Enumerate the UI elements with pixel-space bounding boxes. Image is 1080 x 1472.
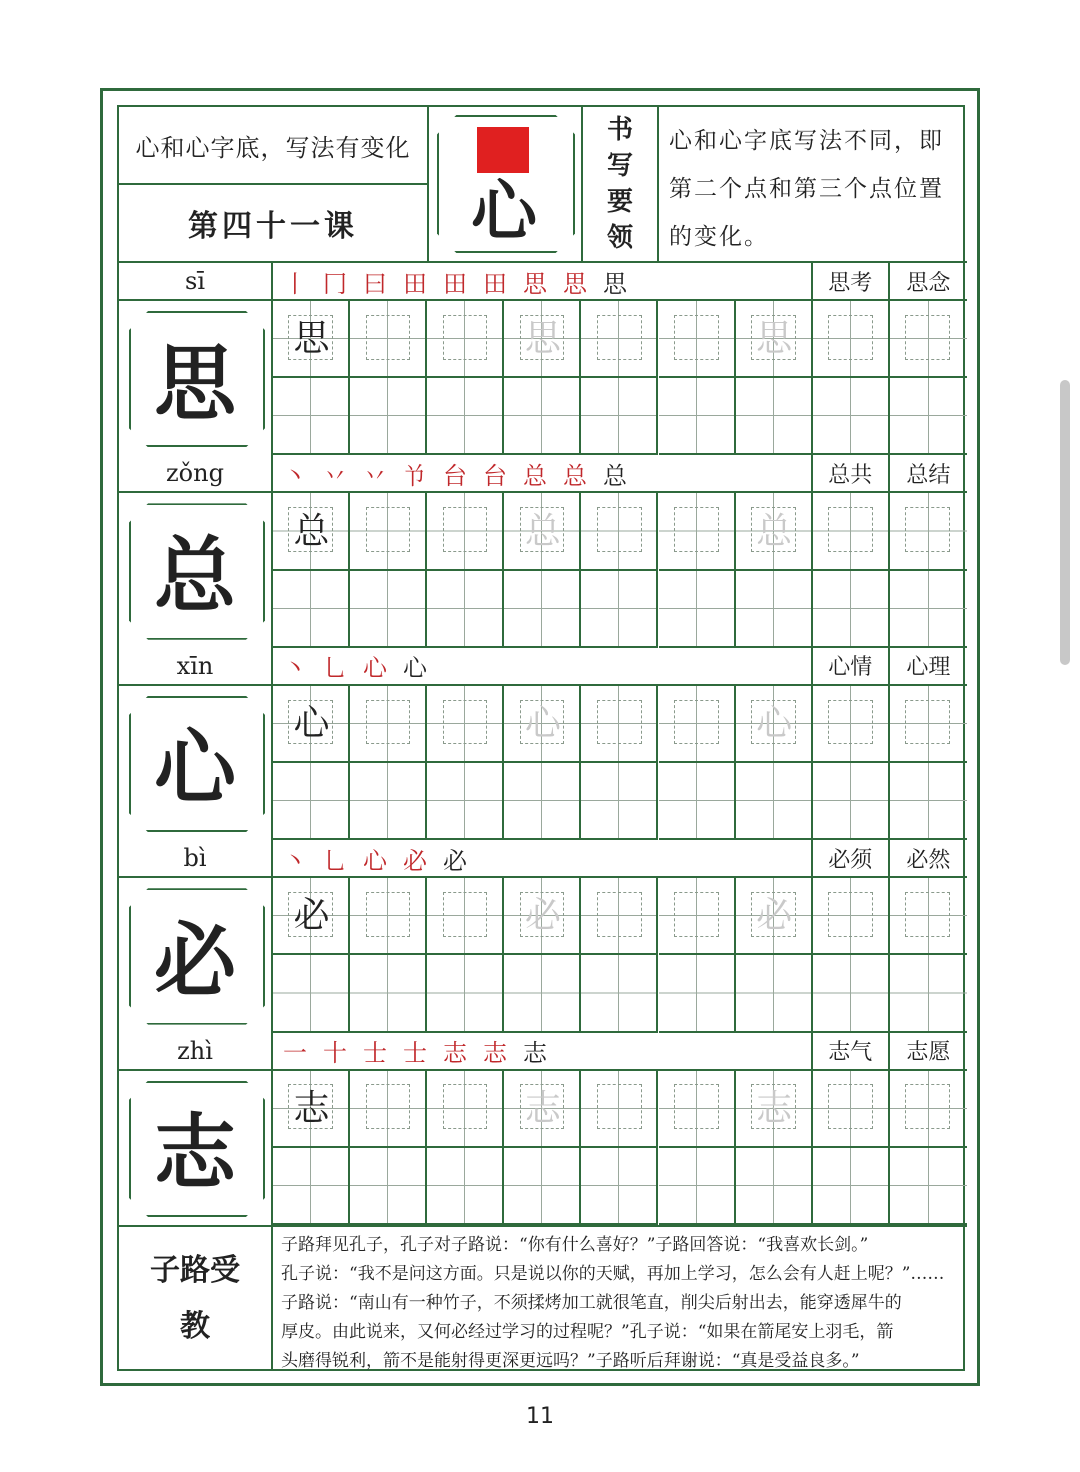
ghost-trace-char: 志 — [756, 1087, 793, 1129]
ghost-trace-char: 必 — [524, 895, 561, 937]
model-char: 志 — [153, 1105, 236, 1202]
character-block — [119, 648, 967, 840]
stroke-step: 曰 — [363, 269, 393, 298]
practice-cell[interactable] — [813, 878, 890, 955]
practice-cell[interactable] — [427, 301, 504, 378]
practice-cell[interactable] — [813, 955, 890, 1032]
label-char: 写 — [606, 151, 633, 181]
practice-cell[interactable] — [659, 493, 736, 570]
story-title-line: 子路受 — [150, 1253, 240, 1288]
practice-cell[interactable] — [273, 1148, 350, 1225]
practice-cell[interactable] — [813, 686, 890, 763]
practice-cell[interactable] — [659, 1148, 736, 1225]
practice-cell[interactable] — [890, 378, 967, 455]
stroke-step: 田 — [403, 269, 433, 298]
example-word: 心情 — [813, 648, 890, 686]
pinyin: xīn — [119, 648, 273, 686]
practice-cell[interactable] — [581, 301, 658, 378]
practice-cell[interactable] — [427, 378, 504, 455]
practice-cell[interactable] — [273, 686, 350, 763]
ghost-trace-char: 心 — [524, 703, 561, 745]
practice-cell[interactable] — [350, 763, 427, 840]
character-block — [119, 455, 967, 647]
practice-cell[interactable] — [659, 763, 736, 840]
practice-cell[interactable] — [659, 378, 736, 455]
stroke-step: 心 — [363, 846, 393, 875]
character-block — [119, 840, 967, 1032]
writing-tips-text: 心和心字底写法不同，即第二个点和第三个点位置的变化。 — [669, 128, 944, 250]
practice-cell[interactable] — [581, 1148, 658, 1225]
practice-cell[interactable] — [350, 878, 427, 955]
character-block — [119, 263, 967, 455]
practice-cell[interactable] — [504, 1071, 581, 1148]
stroke-order — [273, 263, 813, 301]
practice-cell[interactable] — [813, 493, 890, 570]
story-line: 厚皮。由此说来，又何必经过学习的过程呢？”孔子说：“如果在箭尾安上羽毛，箭 — [281, 1322, 894, 1342]
example-word: 志气 — [813, 1033, 890, 1071]
ghost-trace-char: 志 — [524, 1087, 561, 1129]
example-word: 总结 — [890, 455, 967, 493]
label-char: 领 — [606, 223, 633, 253]
practice-cell[interactable] — [427, 955, 504, 1032]
practice-cell[interactable] — [350, 1071, 427, 1148]
practice-cell[interactable] — [736, 686, 813, 763]
practice-cell[interactable] — [890, 955, 967, 1032]
practice-cell[interactable] — [736, 493, 813, 570]
practice-cell[interactable] — [350, 493, 427, 570]
stroke-step: 必 — [403, 846, 433, 875]
practice-cell[interactable] — [581, 763, 658, 840]
story-title-line: 教 — [180, 1309, 210, 1344]
practice-cell[interactable] — [273, 878, 350, 955]
practice-cell[interactable] — [350, 301, 427, 378]
stroke-step: 乚 — [323, 846, 353, 875]
practice-cell[interactable] — [659, 878, 736, 955]
practice-cell[interactable] — [890, 493, 967, 570]
practice-cell[interactable] — [813, 763, 890, 840]
practice-cell[interactable] — [504, 301, 581, 378]
practice-cell[interactable] — [813, 378, 890, 455]
stroke-step: 总 — [563, 461, 593, 490]
worksheet-inner — [117, 105, 965, 1371]
practice-cell[interactable] — [813, 1148, 890, 1225]
practice-cell[interactable] — [581, 878, 658, 955]
stroke-step: 思 — [523, 269, 553, 298]
practice-cell[interactable] — [813, 301, 890, 378]
model-char-box — [119, 1071, 273, 1225]
stroke-step: 士 — [403, 1039, 433, 1068]
example-word: 志愿 — [890, 1033, 967, 1071]
practice-cell[interactable] — [273, 763, 350, 840]
story-title — [119, 1227, 273, 1371]
practice-cell[interactable] — [659, 686, 736, 763]
stroke-step: 丶 — [283, 654, 313, 683]
stroke-step: 总 — [603, 461, 633, 490]
practice-cell[interactable] — [736, 763, 813, 840]
pinyin: sī — [119, 263, 273, 301]
writing-tips-label — [583, 107, 659, 261]
practice-cell[interactable] — [736, 301, 813, 378]
stroke-order — [273, 648, 813, 686]
example-word: 思考 — [813, 263, 890, 301]
practice-cell[interactable] — [659, 571, 736, 648]
practice-cell[interactable] — [427, 878, 504, 955]
practice-cell[interactable] — [581, 686, 658, 763]
stroke-step: 志 — [443, 1039, 473, 1068]
practice-cell[interactable] — [504, 955, 581, 1032]
trace-char: 必 — [293, 895, 330, 937]
practice-cell[interactable] — [736, 955, 813, 1032]
practice-cell[interactable] — [890, 1071, 967, 1148]
practice-cell[interactable] — [427, 571, 504, 648]
label-char: 书 — [606, 115, 633, 145]
stroke-order — [273, 840, 813, 878]
example-word: 必须 — [813, 840, 890, 878]
practice-cell[interactable] — [350, 378, 427, 455]
emblem-char: 心 — [471, 171, 537, 250]
scrollbar[interactable] — [1060, 380, 1070, 665]
stroke-order — [273, 1033, 813, 1071]
stroke-step: 兯 — [403, 461, 433, 490]
practice-cell[interactable] — [350, 686, 427, 763]
stroke-step: 乚 — [323, 654, 353, 683]
practice-cell[interactable] — [504, 571, 581, 648]
story-line: 子路说：“南山有一种竹子，不须揉烤加工就很笔直，削尖后射出去，能穿透犀牛的 — [281, 1293, 902, 1313]
practice-cell[interactable] — [736, 1071, 813, 1148]
story-section — [119, 1225, 967, 1371]
stroke-step: 必 — [443, 846, 473, 875]
trace-char: 志 — [293, 1087, 330, 1129]
story-line: 头磨得锐利，箭不是能射得更深更远吗？”子路听后拜谢说：“真是受益良多。” — [281, 1351, 860, 1371]
pinyin: zhì — [119, 1033, 273, 1071]
ghost-trace-char: 总 — [524, 510, 561, 552]
stroke-step: 丨 — [283, 269, 313, 298]
practice-cell[interactable] — [504, 763, 581, 840]
practice-cell[interactable] — [350, 571, 427, 648]
example-word: 总共 — [813, 455, 890, 493]
practice-cell[interactable] — [427, 763, 504, 840]
practice-cell[interactable] — [813, 571, 890, 648]
stroke-step: 士 — [363, 1039, 393, 1068]
model-char-box — [119, 493, 273, 647]
practice-cell[interactable] — [504, 878, 581, 955]
practice-cell[interactable] — [427, 1071, 504, 1148]
stroke-step: 丶 — [283, 461, 313, 490]
stroke-step: 心 — [403, 654, 433, 683]
practice-cell[interactable] — [890, 686, 967, 763]
lesson-title: 第四十一课 — [119, 185, 429, 261]
stroke-step: 思 — [563, 269, 593, 298]
stroke-order — [273, 455, 813, 493]
model-char-box — [119, 686, 273, 840]
stroke-step: 丷 — [363, 461, 393, 490]
trace-char: 心 — [293, 703, 330, 745]
worksheet-frame — [100, 88, 980, 1386]
practice-cell[interactable] — [581, 378, 658, 455]
stroke-step: 丶 — [283, 846, 313, 875]
stroke-step: 总 — [523, 461, 553, 490]
trace-char: 总 — [293, 510, 330, 552]
practice-cell[interactable] — [736, 571, 813, 648]
character-block — [119, 1033, 967, 1225]
practice-cell[interactable] — [736, 1148, 813, 1225]
stroke-step: 思 — [603, 269, 633, 298]
model-char: 总 — [153, 528, 236, 625]
practice-cell[interactable] — [581, 1071, 658, 1148]
ghost-trace-char: 思 — [756, 318, 793, 360]
trace-char: 思 — [293, 318, 330, 360]
lesson-emblem — [429, 107, 583, 261]
model-char: 思 — [153, 335, 236, 432]
practice-cell[interactable] — [813, 1071, 890, 1148]
practice-cell[interactable] — [273, 1071, 350, 1148]
story-text — [273, 1227, 967, 1371]
practice-cell[interactable] — [890, 571, 967, 648]
practice-cell[interactable] — [890, 301, 967, 378]
practice-cell[interactable] — [581, 955, 658, 1032]
practice-cell[interactable] — [581, 571, 658, 648]
practice-cell[interactable] — [890, 763, 967, 840]
pinyin: zǒng — [119, 455, 273, 493]
pinyin: bì — [119, 840, 273, 878]
practice-cell[interactable] — [659, 955, 736, 1032]
practice-cell[interactable] — [273, 301, 350, 378]
stroke-step: 田 — [443, 269, 473, 298]
stroke-step: 心 — [363, 654, 393, 683]
stroke-step: 志 — [483, 1039, 513, 1068]
example-word: 思念 — [890, 263, 967, 301]
model-char-box — [119, 878, 273, 1032]
ghost-trace-char: 心 — [756, 703, 793, 745]
example-word: 必然 — [890, 840, 967, 878]
practice-cell[interactable] — [890, 1148, 967, 1225]
ghost-trace-char: 必 — [756, 895, 793, 937]
practice-cell[interactable] — [273, 493, 350, 570]
stroke-step: 一 — [283, 1039, 313, 1068]
practice-cell[interactable] — [427, 686, 504, 763]
model-char: 必 — [153, 912, 236, 1009]
story-line: 孔子说：“我不是问这方面。只是说以你的天赋，再加上学习，怎么会有人赶上呢？”…… — [281, 1264, 945, 1284]
page-number: 11 — [526, 1404, 554, 1429]
stroke-step: 十 — [323, 1039, 353, 1068]
practice-cell[interactable] — [581, 493, 658, 570]
stroke-step: 台 — [483, 461, 513, 490]
stroke-step: 冂 — [323, 269, 353, 298]
practice-cell[interactable] — [273, 571, 350, 648]
practice-cell[interactable] — [504, 1148, 581, 1225]
practice-cell[interactable] — [504, 686, 581, 763]
stroke-step: 台 — [443, 461, 473, 490]
practice-cell[interactable] — [736, 378, 813, 455]
practice-cell[interactable] — [504, 378, 581, 455]
model-char-box — [119, 301, 273, 455]
story-line: 子路拜见孔子，孔子对子路说：“你有什么喜好？”子路回答说：“我喜欢长剑。” — [281, 1235, 869, 1255]
practice-cell[interactable] — [350, 1148, 427, 1225]
practice-cell[interactable] — [427, 1148, 504, 1225]
practice-cell[interactable] — [736, 878, 813, 955]
model-char: 心 — [153, 720, 236, 817]
practice-cell[interactable] — [504, 493, 581, 570]
stroke-step: 田 — [483, 269, 513, 298]
practice-cell[interactable] — [350, 955, 427, 1032]
lesson-topic: 心和心字底，写法有变化 — [119, 107, 429, 185]
ghost-trace-char: 思 — [524, 318, 561, 360]
practice-cell[interactable] — [659, 301, 736, 378]
stroke-step: 志 — [523, 1039, 553, 1068]
ghost-trace-char: 总 — [756, 510, 793, 552]
label-char: 要 — [606, 187, 633, 217]
example-word: 心理 — [890, 648, 967, 686]
practice-cell[interactable] — [273, 378, 350, 455]
practice-cell[interactable] — [659, 1071, 736, 1148]
practice-cell[interactable] — [890, 878, 967, 955]
practice-cell[interactable] — [273, 955, 350, 1032]
stroke-step: 丷 — [323, 461, 353, 490]
practice-cell[interactable] — [427, 493, 504, 570]
